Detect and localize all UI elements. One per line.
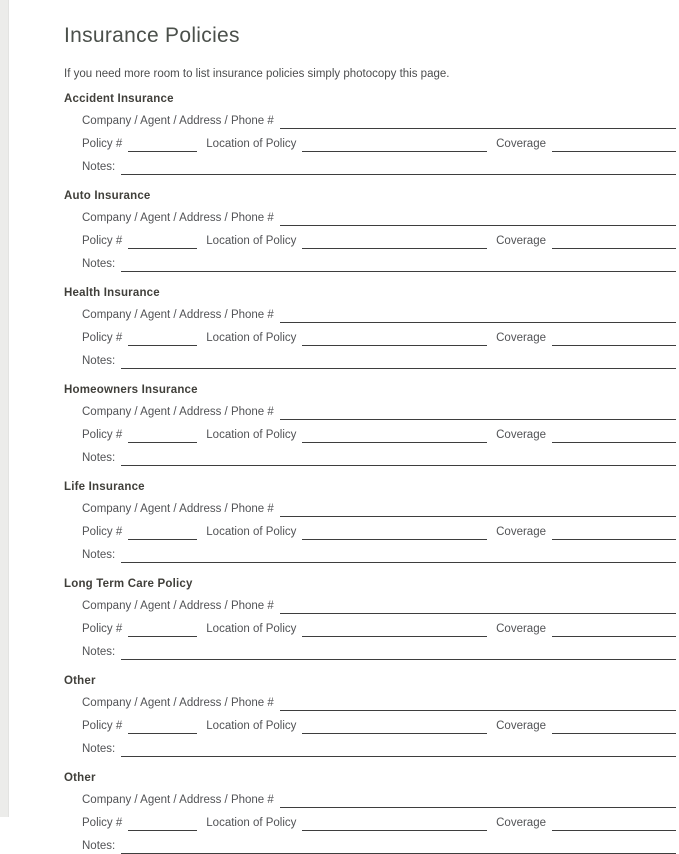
location-of-policy-fill-line [302,624,487,637]
location-of-policy-fill-line [302,139,487,152]
page-edge-strip [0,0,9,817]
coverage-fill-line [552,430,676,443]
coverage-fill-line [552,139,676,152]
company-row [82,688,676,711]
insurance-section [64,189,676,272]
notes-row [82,637,676,660]
notes-label: Notes: [82,743,116,755]
company-fill-line [280,601,676,614]
notes-row [82,831,676,854]
section-heading: Homeowners Insurance [64,384,198,396]
notes-fill-line [121,356,676,369]
policy-number-fill-line [128,139,197,152]
policy-number-label: Policy # [82,138,123,150]
notes-label: Notes: [82,258,116,270]
company-fill-line [280,795,676,808]
company-fill-line [280,698,676,711]
coverage-label: Coverage [496,623,546,635]
notes-row [82,540,676,563]
policy-row [82,226,676,249]
notes-fill-line [121,647,676,660]
section-heading: Long Term Care Policy [64,578,193,590]
policy-number-label: Policy # [82,235,123,247]
section-heading: Other [64,675,96,687]
coverage-fill-line [552,236,676,249]
notes-label: Notes: [82,840,116,852]
policy-row [82,711,676,734]
insurance-section [64,286,676,369]
section-heading: Other [64,772,96,784]
location-of-policy-label: Location of Policy [206,429,297,441]
location-of-policy-fill-line [302,818,487,831]
policy-row [82,517,676,540]
policy-number-fill-line [128,527,197,540]
insurance-sections-list [64,92,676,854]
company-agent-address-phone-label: Company / Agent / Address / Phone # [82,309,274,321]
notes-fill-line [121,453,676,466]
location-of-policy-fill-line [302,430,487,443]
company-row [82,300,676,323]
notes-fill-line [121,841,676,854]
policy-number-fill-line [128,624,197,637]
section-heading: Health Insurance [64,287,160,299]
location-of-policy-label: Location of Policy [206,138,297,150]
company-agent-address-phone-label: Company / Agent / Address / Phone # [82,794,274,806]
policy-number-label: Policy # [82,623,123,635]
location-of-policy-label: Location of Policy [206,332,297,344]
location-of-policy-label: Location of Policy [206,235,297,247]
notes-row [82,152,676,175]
company-agent-address-phone-label: Company / Agent / Address / Phone # [82,115,274,127]
policy-number-fill-line [128,721,197,734]
location-of-policy-fill-line [302,333,487,346]
notes-fill-line [121,550,676,563]
location-of-policy-label: Location of Policy [206,623,297,635]
policy-number-label: Policy # [82,429,123,441]
notes-row [82,734,676,757]
location-of-policy-label: Location of Policy [206,526,297,538]
coverage-label: Coverage [496,235,546,247]
policy-row [82,808,676,831]
policy-row [82,129,676,152]
location-of-policy-label: Location of Policy [206,720,297,732]
section-heading: Life Insurance [64,481,145,493]
company-agent-address-phone-label: Company / Agent / Address / Phone # [82,212,274,224]
company-row [82,591,676,614]
location-of-policy-label: Location of Policy [206,817,297,829]
policy-number-fill-line [128,236,197,249]
company-fill-line [280,213,676,226]
notes-fill-line [121,259,676,272]
coverage-fill-line [552,721,676,734]
company-fill-line [280,407,676,420]
company-row [82,203,676,226]
policy-number-fill-line [128,430,197,443]
company-row [82,785,676,808]
insurance-section [64,480,676,563]
notes-row [82,249,676,272]
insurance-section [64,771,676,854]
coverage-label: Coverage [496,332,546,344]
insurance-section [64,674,676,757]
coverage-fill-line [552,624,676,637]
notes-label: Notes: [82,161,116,173]
notes-row [82,346,676,369]
notes-label: Notes: [82,355,116,367]
notes-row [82,443,676,466]
coverage-label: Coverage [496,138,546,150]
insurance-section [64,577,676,660]
policy-number-fill-line [128,333,197,346]
coverage-label: Coverage [496,429,546,441]
company-fill-line [280,310,676,323]
coverage-fill-line [552,333,676,346]
policy-row [82,614,676,637]
company-row [82,397,676,420]
section-heading: Accident Insurance [64,93,174,105]
company-agent-address-phone-label: Company / Agent / Address / Phone # [82,600,274,612]
policy-row [82,420,676,443]
coverage-label: Coverage [496,817,546,829]
insurance-section [64,92,676,175]
company-fill-line [280,116,676,129]
notes-fill-line [121,744,676,757]
location-of-policy-fill-line [302,721,487,734]
notes-label: Notes: [82,452,116,464]
section-heading: Auto Insurance [64,190,151,202]
policy-number-label: Policy # [82,817,123,829]
company-row [82,494,676,517]
coverage-label: Coverage [496,526,546,538]
policy-number-label: Policy # [82,526,123,538]
coverage-fill-line [552,527,676,540]
policy-number-label: Policy # [82,332,123,344]
policy-row [82,323,676,346]
policy-number-label: Policy # [82,720,123,732]
insurance-section [64,383,676,466]
notes-label: Notes: [82,549,116,561]
notes-fill-line [121,162,676,175]
company-agent-address-phone-label: Company / Agent / Address / Phone # [82,697,274,709]
location-of-policy-fill-line [302,236,487,249]
coverage-fill-line [552,818,676,831]
page-title: Insurance Policies [64,24,240,47]
company-agent-address-phone-label: Company / Agent / Address / Phone # [82,503,274,515]
company-agent-address-phone-label: Company / Agent / Address / Phone # [82,406,274,418]
coverage-label: Coverage [496,720,546,732]
photocopy-instruction-text: If you need more room to list insurance policies simply photocopy this page. [64,68,450,80]
policy-number-fill-line [128,818,197,831]
company-fill-line [280,504,676,517]
location-of-policy-fill-line [302,527,487,540]
notes-label: Notes: [82,646,116,658]
company-row [82,106,676,129]
insurance-policies-page [9,0,679,852]
